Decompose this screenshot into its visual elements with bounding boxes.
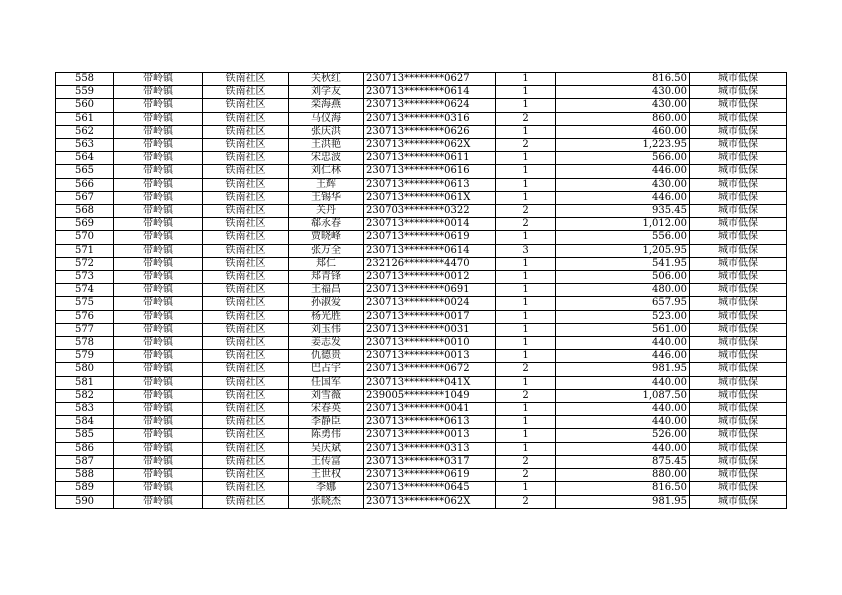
town-cell: 带岭镇 — [114, 165, 203, 178]
id-number-cell: 230713********0012 — [364, 271, 496, 284]
category-cell: 城市低保 — [690, 323, 787, 336]
id-number-cell: 230713********062X — [364, 495, 496, 508]
town-cell: 带岭镇 — [114, 86, 203, 99]
town-cell: 带岭镇 — [114, 323, 203, 336]
amount-cell: 430.00 — [556, 86, 690, 99]
id-number-cell: 230713********0627 — [364, 73, 496, 86]
household-count-cell: 1 — [496, 86, 556, 99]
household-count-cell: 1 — [496, 125, 556, 138]
town-cell: 带岭镇 — [114, 429, 203, 442]
row-number-cell: 559 — [56, 86, 114, 99]
row-number-cell: 575 — [56, 297, 114, 310]
category-cell: 城市低保 — [690, 165, 787, 178]
town-cell: 带岭镇 — [114, 389, 203, 402]
community-cell: 铁南社区 — [203, 244, 289, 257]
name-cell: 刘仁林 — [289, 165, 364, 178]
household-count-cell: 2 — [496, 389, 556, 402]
town-cell: 带岭镇 — [114, 218, 203, 231]
id-number-cell: 230713********0611 — [364, 152, 496, 165]
id-number-cell: 230713********041X — [364, 376, 496, 389]
row-number-cell: 571 — [56, 244, 114, 257]
town-cell: 带岭镇 — [114, 231, 203, 244]
amount-cell: 816.50 — [556, 482, 690, 495]
table-row — [56, 429, 787, 442]
household-count-cell: 1 — [496, 416, 556, 429]
community-cell: 铁南社区 — [203, 139, 289, 152]
community-cell: 铁南社区 — [203, 178, 289, 191]
town-cell: 带岭镇 — [114, 482, 203, 495]
table-row — [56, 284, 787, 297]
table-row — [56, 125, 787, 138]
row-number-cell: 567 — [56, 191, 114, 204]
community-cell: 铁南社区 — [203, 376, 289, 389]
household-count-cell: 1 — [496, 337, 556, 350]
table-row — [56, 310, 787, 323]
amount-cell: 440.00 — [556, 376, 690, 389]
community-cell: 铁南社区 — [203, 191, 289, 204]
amount-cell: 1,223.95 — [556, 139, 690, 152]
row-number-cell: 588 — [56, 469, 114, 482]
name-cell: 巴占宇 — [289, 363, 364, 376]
category-cell: 城市低保 — [690, 337, 787, 350]
row-number-cell: 583 — [56, 403, 114, 416]
household-count-cell: 1 — [496, 99, 556, 112]
category-cell: 城市低保 — [690, 257, 787, 270]
name-cell: 郑仁 — [289, 257, 364, 270]
amount-cell: 440.00 — [556, 403, 690, 416]
community-cell: 铁南社区 — [203, 495, 289, 508]
household-count-cell: 1 — [496, 350, 556, 363]
category-cell: 城市低保 — [690, 125, 787, 138]
row-number-cell: 558 — [56, 73, 114, 86]
household-count-cell: 1 — [496, 482, 556, 495]
name-cell: 张万全 — [289, 244, 364, 257]
household-count-cell: 1 — [496, 310, 556, 323]
household-count-cell: 2 — [496, 218, 556, 231]
row-number-cell: 581 — [56, 376, 114, 389]
town-cell: 带岭镇 — [114, 469, 203, 482]
household-count-cell: 1 — [496, 165, 556, 178]
name-cell: 关丹 — [289, 205, 364, 218]
id-number-cell: 230713********0014 — [364, 218, 496, 231]
category-cell: 城市低保 — [690, 152, 787, 165]
amount-cell: 440.00 — [556, 337, 690, 350]
amount-cell: 566.00 — [556, 152, 690, 165]
row-number-cell: 561 — [56, 112, 114, 125]
id-number-cell: 230713********061X — [364, 191, 496, 204]
name-cell: 王锡华 — [289, 191, 364, 204]
community-cell: 铁南社区 — [203, 73, 289, 86]
name-cell: 栾海燕 — [289, 99, 364, 112]
name-cell: 郗永春 — [289, 218, 364, 231]
name-cell: 李娜 — [289, 482, 364, 495]
id-number-cell: 230713********0613 — [364, 178, 496, 191]
name-cell: 任国军 — [289, 376, 364, 389]
category-cell: 城市低保 — [690, 363, 787, 376]
category-cell: 城市低保 — [690, 73, 787, 86]
table-body — [56, 73, 787, 509]
community-cell: 铁南社区 — [203, 442, 289, 455]
name-cell: 孙淑爱 — [289, 297, 364, 310]
row-number-cell: 582 — [56, 389, 114, 402]
id-number-cell: 230713********0691 — [364, 284, 496, 297]
table-row — [56, 376, 787, 389]
row-number-cell: 568 — [56, 205, 114, 218]
town-cell: 带岭镇 — [114, 178, 203, 191]
name-cell: 杨光胜 — [289, 310, 364, 323]
amount-cell: 446.00 — [556, 191, 690, 204]
community-cell: 铁南社区 — [203, 363, 289, 376]
table-row — [56, 482, 787, 495]
id-number-cell: 230713********0614 — [364, 244, 496, 257]
household-count-cell: 1 — [496, 152, 556, 165]
town-cell: 带岭镇 — [114, 99, 203, 112]
amount-cell: 981.95 — [556, 495, 690, 508]
community-cell: 铁南社区 — [203, 99, 289, 112]
town-cell: 带岭镇 — [114, 376, 203, 389]
id-number-cell: 230713********0041 — [364, 403, 496, 416]
welfare-roster-table — [55, 72, 787, 509]
category-cell: 城市低保 — [690, 416, 787, 429]
id-number-cell: 230713********0017 — [364, 310, 496, 323]
id-number-cell: 230713********0024 — [364, 297, 496, 310]
id-number-cell: 230713********0645 — [364, 482, 496, 495]
table-row — [56, 99, 787, 112]
category-cell: 城市低保 — [690, 403, 787, 416]
community-cell: 铁南社区 — [203, 310, 289, 323]
amount-cell: 460.00 — [556, 125, 690, 138]
id-number-cell: 230713********0624 — [364, 99, 496, 112]
community-cell: 铁南社区 — [203, 389, 289, 402]
town-cell: 带岭镇 — [114, 257, 203, 270]
table-row — [56, 297, 787, 310]
category-cell: 城市低保 — [690, 442, 787, 455]
category-cell: 城市低保 — [690, 284, 787, 297]
amount-cell: 506.00 — [556, 271, 690, 284]
row-number-cell: 584 — [56, 416, 114, 429]
table-row — [56, 442, 787, 455]
table-row — [56, 73, 787, 86]
amount-cell: 880.00 — [556, 469, 690, 482]
id-number-cell: 232126********4470 — [364, 257, 496, 270]
amount-cell: 523.00 — [556, 310, 690, 323]
town-cell: 带岭镇 — [114, 350, 203, 363]
category-cell: 城市低保 — [690, 455, 787, 468]
name-cell: 刘雪薇 — [289, 389, 364, 402]
table-row — [56, 152, 787, 165]
category-cell: 城市低保 — [690, 231, 787, 244]
amount-cell: 430.00 — [556, 99, 690, 112]
table-row — [56, 257, 787, 270]
amount-cell: 440.00 — [556, 442, 690, 455]
community-cell: 铁南社区 — [203, 152, 289, 165]
town-cell: 带岭镇 — [114, 244, 203, 257]
table-row — [56, 389, 787, 402]
name-cell: 王辉 — [289, 178, 364, 191]
household-count-cell: 1 — [496, 73, 556, 86]
town-cell: 带岭镇 — [114, 112, 203, 125]
community-cell: 铁南社区 — [203, 482, 289, 495]
category-cell: 城市低保 — [690, 482, 787, 495]
name-cell: 吴庆斌 — [289, 442, 364, 455]
category-cell: 城市低保 — [690, 178, 787, 191]
name-cell: 张晓杰 — [289, 495, 364, 508]
category-cell: 城市低保 — [690, 271, 787, 284]
household-count-cell: 2 — [496, 139, 556, 152]
community-cell: 铁南社区 — [203, 337, 289, 350]
name-cell: 郑青锋 — [289, 271, 364, 284]
table-row — [56, 165, 787, 178]
row-number-cell: 577 — [56, 323, 114, 336]
table-row — [56, 86, 787, 99]
id-number-cell: 230713********0013 — [364, 429, 496, 442]
town-cell: 带岭镇 — [114, 337, 203, 350]
town-cell: 带岭镇 — [114, 271, 203, 284]
amount-cell: 440.00 — [556, 416, 690, 429]
name-cell: 陈勇伟 — [289, 429, 364, 442]
name-cell: 关秋红 — [289, 73, 364, 86]
community-cell: 铁南社区 — [203, 257, 289, 270]
category-cell: 城市低保 — [690, 86, 787, 99]
id-number-cell: 230713********0616 — [364, 165, 496, 178]
amount-cell: 935.45 — [556, 205, 690, 218]
row-number-cell: 570 — [56, 231, 114, 244]
id-number-cell: 230713********0619 — [364, 469, 496, 482]
category-cell: 城市低保 — [690, 376, 787, 389]
row-number-cell: 562 — [56, 125, 114, 138]
row-number-cell: 590 — [56, 495, 114, 508]
town-cell: 带岭镇 — [114, 73, 203, 86]
category-cell: 城市低保 — [690, 244, 787, 257]
town-cell: 带岭镇 — [114, 363, 203, 376]
id-number-cell: 230713********0672 — [364, 363, 496, 376]
table-row — [56, 350, 787, 363]
category-cell: 城市低保 — [690, 297, 787, 310]
community-cell: 铁南社区 — [203, 218, 289, 231]
id-number-cell: 230713********062X — [364, 139, 496, 152]
community-cell: 铁南社区 — [203, 284, 289, 297]
town-cell: 带岭镇 — [114, 416, 203, 429]
table-row — [56, 139, 787, 152]
community-cell: 铁南社区 — [203, 469, 289, 482]
name-cell: 刘玉伟 — [289, 323, 364, 336]
household-count-cell: 1 — [496, 178, 556, 191]
category-cell: 城市低保 — [690, 495, 787, 508]
household-count-cell: 1 — [496, 191, 556, 204]
id-number-cell: 230713********0626 — [364, 125, 496, 138]
name-cell: 宋忠波 — [289, 152, 364, 165]
name-cell: 刘学友 — [289, 86, 364, 99]
town-cell: 带岭镇 — [114, 191, 203, 204]
amount-cell: 480.00 — [556, 284, 690, 297]
community-cell: 铁南社区 — [203, 86, 289, 99]
id-number-cell: 230713********0619 — [364, 231, 496, 244]
category-cell: 城市低保 — [690, 191, 787, 204]
category-cell: 城市低保 — [690, 218, 787, 231]
community-cell: 铁南社区 — [203, 297, 289, 310]
name-cell: 马仪海 — [289, 112, 364, 125]
row-number-cell: 578 — [56, 337, 114, 350]
amount-cell: 446.00 — [556, 165, 690, 178]
row-number-cell: 566 — [56, 178, 114, 191]
row-number-cell: 576 — [56, 310, 114, 323]
town-cell: 带岭镇 — [114, 284, 203, 297]
amount-cell: 657.95 — [556, 297, 690, 310]
category-cell: 城市低保 — [690, 139, 787, 152]
name-cell: 宋春英 — [289, 403, 364, 416]
id-number-cell: 230713********0316 — [364, 112, 496, 125]
name-cell: 张庆洪 — [289, 125, 364, 138]
table-row — [56, 416, 787, 429]
category-cell: 城市低保 — [690, 112, 787, 125]
amount-cell: 446.00 — [556, 350, 690, 363]
row-number-cell: 565 — [56, 165, 114, 178]
community-cell: 铁南社区 — [203, 429, 289, 442]
row-number-cell: 580 — [56, 363, 114, 376]
category-cell: 城市低保 — [690, 99, 787, 112]
table-row — [56, 231, 787, 244]
category-cell: 城市低保 — [690, 205, 787, 218]
row-number-cell: 569 — [56, 218, 114, 231]
row-number-cell: 585 — [56, 429, 114, 442]
amount-cell: 875.45 — [556, 455, 690, 468]
town-cell: 带岭镇 — [114, 297, 203, 310]
amount-cell: 556.00 — [556, 231, 690, 244]
table-row — [56, 455, 787, 468]
row-number-cell: 589 — [56, 482, 114, 495]
name-cell: 贾晓峰 — [289, 231, 364, 244]
household-count-cell: 2 — [496, 455, 556, 468]
table-row — [56, 495, 787, 508]
household-count-cell: 2 — [496, 205, 556, 218]
household-count-cell: 1 — [496, 231, 556, 244]
id-number-cell: 230713********0010 — [364, 337, 496, 350]
name-cell: 王世权 — [289, 469, 364, 482]
table-row — [56, 337, 787, 350]
community-cell: 铁南社区 — [203, 455, 289, 468]
town-cell: 带岭镇 — [114, 310, 203, 323]
amount-cell: 430.00 — [556, 178, 690, 191]
amount-cell: 541.95 — [556, 257, 690, 270]
amount-cell: 526.00 — [556, 429, 690, 442]
name-cell: 王传富 — [289, 455, 364, 468]
id-number-cell: 230713********0313 — [364, 442, 496, 455]
category-cell: 城市低保 — [690, 350, 787, 363]
row-number-cell: 573 — [56, 271, 114, 284]
id-number-cell: 230713********0614 — [364, 86, 496, 99]
town-cell: 带岭镇 — [114, 442, 203, 455]
community-cell: 铁南社区 — [203, 112, 289, 125]
community-cell: 铁南社区 — [203, 271, 289, 284]
town-cell: 带岭镇 — [114, 455, 203, 468]
amount-cell: 561.00 — [556, 323, 690, 336]
table-row — [56, 205, 787, 218]
table-row — [56, 469, 787, 482]
id-number-cell: 230703********0322 — [364, 205, 496, 218]
row-number-cell: 574 — [56, 284, 114, 297]
town-cell: 带岭镇 — [114, 205, 203, 218]
household-count-cell: 1 — [496, 271, 556, 284]
category-cell: 城市低保 — [690, 310, 787, 323]
row-number-cell: 563 — [56, 139, 114, 152]
table-row — [56, 178, 787, 191]
amount-cell: 1,087.50 — [556, 389, 690, 402]
category-cell: 城市低保 — [690, 429, 787, 442]
community-cell: 铁南社区 — [203, 205, 289, 218]
row-number-cell: 587 — [56, 455, 114, 468]
name-cell: 王福昌 — [289, 284, 364, 297]
amount-cell: 816.50 — [556, 73, 690, 86]
community-cell: 铁南社区 — [203, 403, 289, 416]
table-row — [56, 323, 787, 336]
household-count-cell: 1 — [496, 257, 556, 270]
community-cell: 铁南社区 — [203, 350, 289, 363]
household-count-cell: 1 — [496, 376, 556, 389]
community-cell: 铁南社区 — [203, 323, 289, 336]
id-number-cell: 230713********0317 — [364, 455, 496, 468]
town-cell: 带岭镇 — [114, 152, 203, 165]
household-count-cell: 2 — [496, 112, 556, 125]
community-cell: 铁南社区 — [203, 231, 289, 244]
row-number-cell: 579 — [56, 350, 114, 363]
household-count-cell: 1 — [496, 323, 556, 336]
amount-cell: 860.00 — [556, 112, 690, 125]
table-row — [56, 363, 787, 376]
category-cell: 城市低保 — [690, 469, 787, 482]
table-row — [56, 403, 787, 416]
amount-cell: 1,205.95 — [556, 244, 690, 257]
table-row — [56, 112, 787, 125]
household-count-cell: 1 — [496, 284, 556, 297]
community-cell: 铁南社区 — [203, 416, 289, 429]
table-row — [56, 191, 787, 204]
name-cell: 姜志发 — [289, 337, 364, 350]
category-cell: 城市低保 — [690, 389, 787, 402]
name-cell: 仇德贵 — [289, 350, 364, 363]
household-count-cell: 1 — [496, 403, 556, 416]
id-number-cell: 230713********0013 — [364, 350, 496, 363]
amount-cell: 981.95 — [556, 363, 690, 376]
community-cell: 铁南社区 — [203, 165, 289, 178]
household-count-cell: 2 — [496, 495, 556, 508]
row-number-cell: 586 — [56, 442, 114, 455]
town-cell: 带岭镇 — [114, 403, 203, 416]
household-count-cell: 1 — [496, 429, 556, 442]
household-count-cell: 2 — [496, 363, 556, 376]
town-cell: 带岭镇 — [114, 495, 203, 508]
id-number-cell: 239005********1049 — [364, 389, 496, 402]
table-row — [56, 271, 787, 284]
row-number-cell: 560 — [56, 99, 114, 112]
id-number-cell: 230713********0031 — [364, 323, 496, 336]
community-cell: 铁南社区 — [203, 125, 289, 138]
name-cell: 王洪艳 — [289, 139, 364, 152]
table-row — [56, 244, 787, 257]
household-count-cell: 1 — [496, 442, 556, 455]
row-number-cell: 564 — [56, 152, 114, 165]
household-count-cell: 1 — [496, 297, 556, 310]
row-number-cell: 572 — [56, 257, 114, 270]
id-number-cell: 230713********0613 — [364, 416, 496, 429]
household-count-cell: 2 — [496, 469, 556, 482]
town-cell: 带岭镇 — [114, 125, 203, 138]
town-cell: 带岭镇 — [114, 139, 203, 152]
amount-cell: 1,012.00 — [556, 218, 690, 231]
name-cell: 李静臣 — [289, 416, 364, 429]
table-row — [56, 218, 787, 231]
household-count-cell: 3 — [496, 244, 556, 257]
